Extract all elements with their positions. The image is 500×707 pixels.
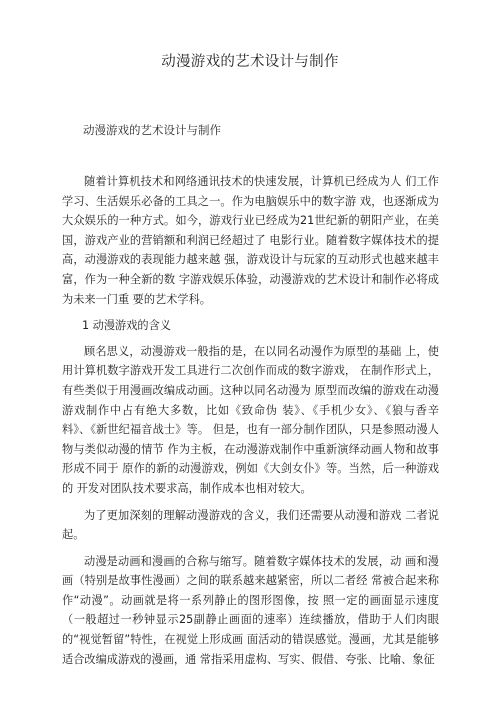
document-title: 动漫游戏的艺术设计与制作 [161,54,339,70]
section-heading: 1 动漫游戏的含义 [82,319,171,333]
document-subtitle: 动漫游戏的艺术设计与制作 [83,123,221,137]
document-body [62,172,439,669]
section-paragraph: 顾名思义，动漫游戏一般指的是，在以同名动漫作为原型的基础 上，使用计算机数字游戏开发工具进行二次创作而成的数字游戏， 在制作形式上，有些类似于用漫画改编成动画。这种以同名动漫为 原型而改编的游戏在动漫游戏制作中占有绝大多数，比如《致命伪 装》、《手机少女》、《狼与香辛料》、《新世纪福音战士》等。 但是，也有一部分制作团队，只是参照动漫人物与类似动漫的情节 作为主板，在动漫游戏制作中重新演绎动画人物和故事形成不同于 原作的新的动漫游戏，例如《大剑女仆》等。当然，后一种游戏的 开发对团队技术要求高，制作成本也相对较大。 [62,344,439,495]
intro-paragraph: 随着计算机技术和网络通讯技术的快速发展，计算机已经成为人 们工作学习、生活娱乐必备的工具之一。作为电脑娱乐中的数字游 戏，也逐渐成为大众娱乐的一种方式。如今，游戏行业已经成为21世纪新的朝阳产业，在美国，游戏产业的营销额和利润已经超过了 电影行业。随着数字媒体技术的提高，动漫游戏的表现能力越来越 强，游戏设计与玩家的互动形式也越来越丰富，作为一种全新的数 字游戏娱乐体验，动漫游戏的艺术设计和制作必将成为未来一门重 要的艺术学科。 [62,175,439,306]
section-paragraph: 动漫是动画和漫画的合称与缩写。随着数字媒体技术的发展，动 画和漫画（特别是故事性漫画）之间的联系越来越紧密，所以二者经 常被合起来称作“动漫”。动画就是将一系列静止的图形图像，按 照一定的画面显示速度（一般超过一秒钟显示25副静止画面的速率）连续播放，借助于人们肉眼的“视觉暂留”特性，在视觉上形成画 面活动的错误感觉。漫画，尤其是能够适合改编成游戏的漫画，通 常指采用虚构、写实、假借、夸张、比喻、象征 [62,554,439,666]
section-paragraph: 为了更加深刻的理解动漫游戏的含义，我们还需要从动漫和游戏 二者说起。 [62,508,439,542]
